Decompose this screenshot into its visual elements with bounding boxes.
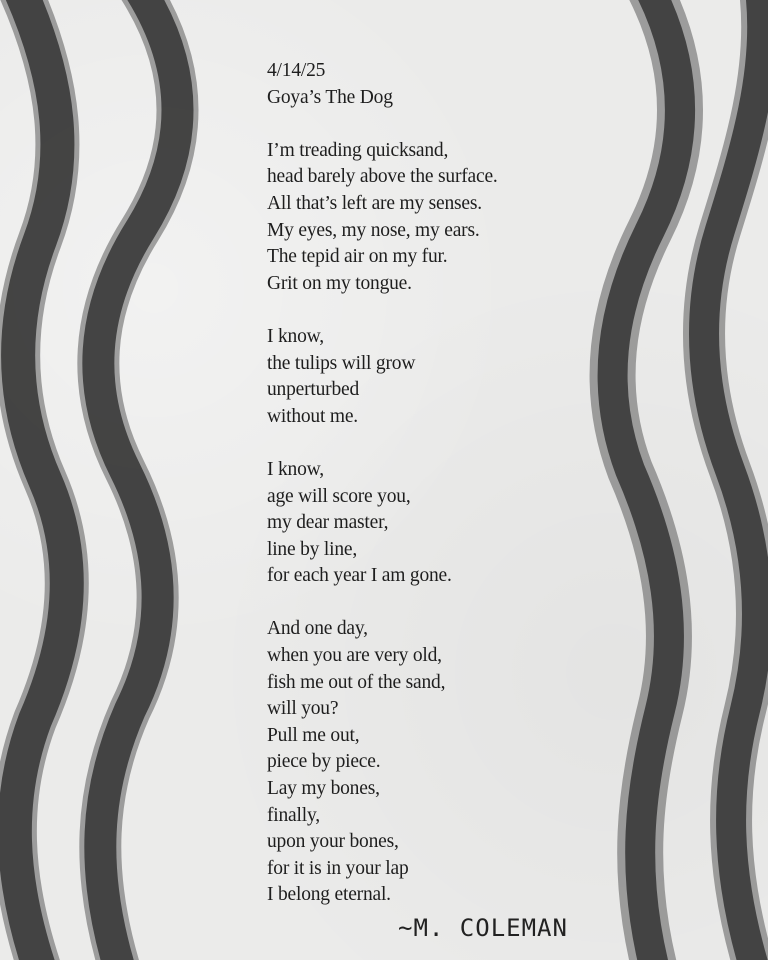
stanza-gap (267, 297, 567, 324)
poem-line: I know, (267, 325, 324, 347)
poem-line: for each year I am gone. (267, 565, 452, 587)
poem-line: when you are very old, (267, 645, 442, 667)
poem-line: Lay my bones, (267, 778, 380, 800)
stanza-gap (267, 111, 567, 138)
poem-line: Grit on my tongue. (267, 272, 412, 294)
poem-line: Pull me out, (267, 724, 360, 746)
poem-line: for it is in your lap (267, 857, 409, 879)
stanza-3 (267, 457, 567, 590)
poem-line: the tulips will grow (267, 352, 416, 374)
poem-line: without me. (267, 405, 358, 427)
poem-title: Goya’s The Dog (267, 86, 393, 108)
poem-line: And one day, (267, 618, 368, 640)
stanza-1 (267, 138, 567, 298)
poem-line: fish me out of the sand, (267, 671, 446, 693)
poem-line: piece by piece. (267, 751, 381, 773)
poem-line: line by line, (267, 538, 358, 560)
poem-line: finally, (267, 804, 320, 826)
poem-block (267, 58, 567, 909)
poem-line: upon your bones, (267, 831, 399, 853)
poem-line: head barely above the surface. (267, 166, 498, 188)
poem-line: I belong eternal. (267, 884, 391, 906)
author-signature: ~M. COLEMAN (398, 914, 568, 942)
poem-line: The tepid air on my fur. (267, 246, 448, 268)
poem-line: I know, (267, 458, 324, 480)
stanza-gap (267, 590, 567, 617)
stanza-2 (267, 324, 567, 430)
poem-line: my dear master, (267, 512, 389, 534)
stanza-4 (267, 616, 567, 909)
stanza-gap (267, 430, 567, 457)
poem-line: unperturbed (267, 379, 360, 401)
poem-line: My eyes, my nose, my ears. (267, 219, 480, 241)
poem-line: age will score you, (267, 485, 411, 507)
poem-line: All that’s left are my senses. (267, 192, 482, 214)
poem-line: will you? (267, 698, 339, 720)
poem-line: I’m treading quicksand, (267, 139, 449, 161)
poem-date: 4/14/25 (267, 60, 326, 81)
